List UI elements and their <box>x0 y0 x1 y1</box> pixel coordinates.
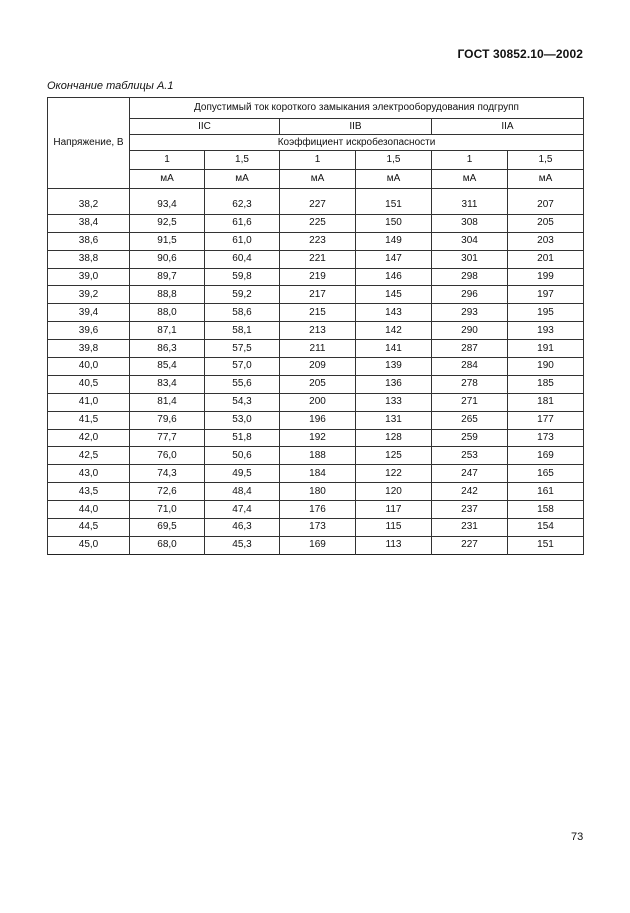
current-value-cell: 290 <box>432 322 508 340</box>
current-value-cell: 271 <box>432 393 508 411</box>
table-row <box>48 536 584 554</box>
table-row <box>48 447 584 465</box>
current-value-cell: 136 <box>356 375 432 393</box>
current-value-cell: 221 <box>280 250 356 268</box>
current-value-cell: 237 <box>432 501 508 519</box>
current-value-cell: 141 <box>356 340 432 358</box>
voltage-cell: 39,6 <box>48 322 130 340</box>
current-value-cell: 120 <box>356 483 432 501</box>
current-value-cell: 227 <box>432 536 508 554</box>
table-row <box>48 411 584 429</box>
group-header-iia: IIA <box>432 119 584 135</box>
current-value-cell: 193 <box>508 322 584 340</box>
current-value-cell: 57,5 <box>205 340 280 358</box>
current-value-cell: 62,3 <box>205 197 280 214</box>
group-header-iib: IIB <box>280 119 432 135</box>
table-row <box>48 465 584 483</box>
current-value-cell: 49,5 <box>205 465 280 483</box>
current-value-cell: 47,4 <box>205 501 280 519</box>
current-value-cell: 215 <box>280 304 356 322</box>
document-code: ГОСТ 30852.10—2002 <box>457 47 583 61</box>
current-value-cell: 69,5 <box>130 519 205 537</box>
unit-cell: мА <box>508 170 584 189</box>
voltage-cell: 44,0 <box>48 501 130 519</box>
current-value-cell: 181 <box>508 393 584 411</box>
current-value-cell: 51,8 <box>205 429 280 447</box>
unit-cell: мА <box>205 170 280 189</box>
current-value-cell: 139 <box>356 358 432 376</box>
coefficient-cell: 1,5 <box>508 151 584 170</box>
coefficient-cell: 1 <box>432 151 508 170</box>
current-value-cell: 197 <box>508 286 584 304</box>
unit-cell: мА <box>130 170 205 189</box>
current-value-cell: 298 <box>432 268 508 286</box>
table-row <box>48 519 584 537</box>
current-value-cell: 207 <box>508 197 584 214</box>
current-value-cell: 185 <box>508 375 584 393</box>
voltage-cell: 39,0 <box>48 268 130 286</box>
voltage-cell: 43,0 <box>48 465 130 483</box>
current-value-cell: 117 <box>356 501 432 519</box>
coefficient-cell: 1 <box>280 151 356 170</box>
table-caption: Окончание таблицы А.1 <box>47 80 174 92</box>
voltage-cell: 42,5 <box>48 447 130 465</box>
current-value-cell: 145 <box>356 286 432 304</box>
current-value-cell: 128 <box>356 429 432 447</box>
voltage-cell: 38,6 <box>48 232 130 250</box>
table-body <box>48 197 584 554</box>
current-value-cell: 150 <box>356 214 432 232</box>
current-value-cell: 158 <box>508 501 584 519</box>
current-value-cell: 176 <box>280 501 356 519</box>
current-value-cell: 90,6 <box>130 250 205 268</box>
current-value-cell: 81,4 <box>130 393 205 411</box>
current-value-cell: 55,6 <box>205 375 280 393</box>
coefficient-cell: 1,5 <box>356 151 432 170</box>
current-value-cell: 131 <box>356 411 432 429</box>
current-value-cell: 205 <box>508 214 584 232</box>
current-group-header: Допустимый ток короткого замыкания электрооборудования подгрупп <box>130 98 584 119</box>
voltage-column-header: Напряжение, В <box>48 98 130 189</box>
current-value-cell: 219 <box>280 268 356 286</box>
table-row <box>48 268 584 286</box>
current-value-cell: 293 <box>432 304 508 322</box>
table-row <box>48 214 584 232</box>
current-value-cell: 74,3 <box>130 465 205 483</box>
current-value-cell: 301 <box>432 250 508 268</box>
current-value-cell: 209 <box>280 358 356 376</box>
group-header-iic: IIC <box>130 119 280 135</box>
unit-cell: мА <box>280 170 356 189</box>
voltage-cell: 41,0 <box>48 393 130 411</box>
table-row <box>48 358 584 376</box>
current-value-cell: 88,8 <box>130 286 205 304</box>
unit-cell: мА <box>356 170 432 189</box>
table-row <box>48 393 584 411</box>
current-value-cell: 151 <box>508 536 584 554</box>
current-value-cell: 184 <box>280 465 356 483</box>
current-value-cell: 143 <box>356 304 432 322</box>
table-row <box>48 375 584 393</box>
current-value-cell: 59,2 <box>205 286 280 304</box>
current-value-cell: 265 <box>432 411 508 429</box>
current-limit-table <box>47 97 584 555</box>
current-value-cell: 211 <box>280 340 356 358</box>
current-value-cell: 278 <box>432 375 508 393</box>
voltage-cell: 39,4 <box>48 304 130 322</box>
voltage-cell: 45,0 <box>48 536 130 554</box>
table-row <box>48 322 584 340</box>
current-value-cell: 93,4 <box>130 197 205 214</box>
current-value-cell: 190 <box>508 358 584 376</box>
current-value-cell: 296 <box>432 286 508 304</box>
current-value-cell: 287 <box>432 340 508 358</box>
table-row <box>48 483 584 501</box>
current-value-cell: 196 <box>280 411 356 429</box>
current-value-cell: 125 <box>356 447 432 465</box>
current-value-cell: 71,0 <box>130 501 205 519</box>
table-row <box>48 250 584 268</box>
current-value-cell: 122 <box>356 465 432 483</box>
current-value-cell: 77,7 <box>130 429 205 447</box>
current-value-cell: 58,1 <box>205 322 280 340</box>
current-value-cell: 53,0 <box>205 411 280 429</box>
safety-coefficient-header: Коэффициент искробезопасности <box>130 135 584 151</box>
current-value-cell: 92,5 <box>130 214 205 232</box>
current-value-cell: 161 <box>508 483 584 501</box>
current-value-cell: 151 <box>356 197 432 214</box>
current-value-cell: 311 <box>432 197 508 214</box>
voltage-cell: 38,8 <box>48 250 130 268</box>
voltage-cell: 39,2 <box>48 286 130 304</box>
table-row <box>48 340 584 358</box>
current-value-cell: 200 <box>280 393 356 411</box>
current-value-cell: 191 <box>508 340 584 358</box>
current-value-cell: 154 <box>508 519 584 537</box>
current-value-cell: 203 <box>508 232 584 250</box>
current-value-cell: 242 <box>432 483 508 501</box>
current-value-cell: 284 <box>432 358 508 376</box>
current-value-cell: 253 <box>432 447 508 465</box>
voltage-cell: 42,0 <box>48 429 130 447</box>
table-row <box>48 501 584 519</box>
voltage-cell: 39,8 <box>48 340 130 358</box>
current-value-cell: 169 <box>508 447 584 465</box>
table-row <box>48 232 584 250</box>
current-value-cell: 115 <box>356 519 432 537</box>
current-value-cell: 59,8 <box>205 268 280 286</box>
current-value-cell: 192 <box>280 429 356 447</box>
current-value-cell: 217 <box>280 286 356 304</box>
current-value-cell: 68,0 <box>130 536 205 554</box>
voltage-cell: 40,0 <box>48 358 130 376</box>
voltage-cell: 38,4 <box>48 214 130 232</box>
current-value-cell: 91,5 <box>130 232 205 250</box>
current-value-cell: 133 <box>356 393 432 411</box>
current-value-cell: 173 <box>280 519 356 537</box>
current-value-cell: 57,0 <box>205 358 280 376</box>
current-value-cell: 149 <box>356 232 432 250</box>
current-value-cell: 113 <box>356 536 432 554</box>
current-value-cell: 86,3 <box>130 340 205 358</box>
current-value-cell: 205 <box>280 375 356 393</box>
current-value-cell: 61,6 <box>205 214 280 232</box>
current-value-cell: 180 <box>280 483 356 501</box>
current-value-cell: 89,7 <box>130 268 205 286</box>
table-row <box>48 304 584 322</box>
table-row <box>48 197 584 214</box>
coefficient-cell: 1,5 <box>205 151 280 170</box>
table-row <box>48 286 584 304</box>
current-value-cell: 146 <box>356 268 432 286</box>
voltage-cell: 40,5 <box>48 375 130 393</box>
current-value-cell: 213 <box>280 322 356 340</box>
current-value-cell: 45,3 <box>205 536 280 554</box>
voltage-cell: 44,5 <box>48 519 130 537</box>
voltage-cell: 38,2 <box>48 197 130 214</box>
current-value-cell: 142 <box>356 322 432 340</box>
unit-cell: мА <box>432 170 508 189</box>
current-value-cell: 83,4 <box>130 375 205 393</box>
current-value-cell: 169 <box>280 536 356 554</box>
current-value-cell: 147 <box>356 250 432 268</box>
current-value-cell: 54,3 <box>205 393 280 411</box>
header-spacer-row <box>48 189 584 198</box>
current-value-cell: 308 <box>432 214 508 232</box>
current-value-cell: 76,0 <box>130 447 205 465</box>
current-value-cell: 199 <box>508 268 584 286</box>
current-value-cell: 72,6 <box>130 483 205 501</box>
current-value-cell: 223 <box>280 232 356 250</box>
current-value-cell: 60,4 <box>205 250 280 268</box>
current-value-cell: 79,6 <box>130 411 205 429</box>
current-value-cell: 61,0 <box>205 232 280 250</box>
current-value-cell: 227 <box>280 197 356 214</box>
current-value-cell: 88,0 <box>130 304 205 322</box>
current-value-cell: 46,3 <box>205 519 280 537</box>
current-value-cell: 201 <box>508 250 584 268</box>
current-value-cell: 247 <box>432 465 508 483</box>
current-value-cell: 195 <box>508 304 584 322</box>
current-value-cell: 165 <box>508 465 584 483</box>
coefficient-cell: 1 <box>130 151 205 170</box>
current-value-cell: 48,4 <box>205 483 280 501</box>
current-value-cell: 173 <box>508 429 584 447</box>
current-value-cell: 259 <box>432 429 508 447</box>
current-value-cell: 231 <box>432 519 508 537</box>
voltage-cell: 41,5 <box>48 411 130 429</box>
current-value-cell: 188 <box>280 447 356 465</box>
voltage-cell: 43,5 <box>48 483 130 501</box>
current-value-cell: 50,6 <box>205 447 280 465</box>
current-value-cell: 304 <box>432 232 508 250</box>
table-row <box>48 429 584 447</box>
current-value-cell: 177 <box>508 411 584 429</box>
current-value-cell: 58,6 <box>205 304 280 322</box>
current-value-cell: 225 <box>280 214 356 232</box>
current-value-cell: 87,1 <box>130 322 205 340</box>
page-number: 73 <box>571 831 584 843</box>
current-value-cell: 85,4 <box>130 358 205 376</box>
